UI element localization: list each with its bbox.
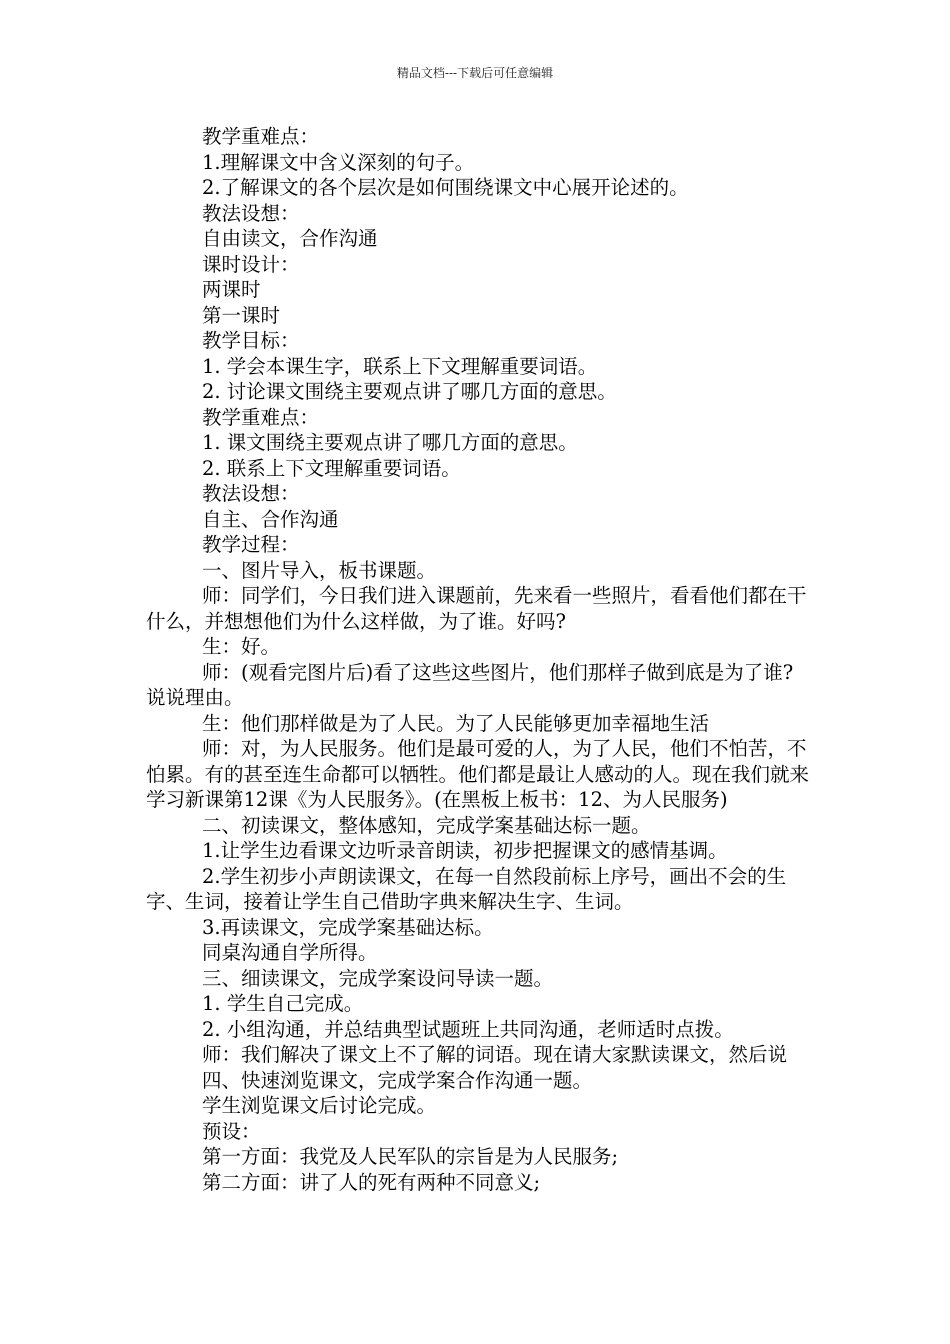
- paragraph: 自由读文，合作沟通: [202, 227, 378, 250]
- paragraph: 教学过程：: [202, 533, 300, 556]
- paragraph: 3.再读课文，完成学案基础达标。: [202, 915, 494, 939]
- paragraph: 1. 课文围绕主要观点讲了哪几方面的意思。: [202, 431, 578, 454]
- paragraph: 1. 学生自己完成。: [202, 992, 364, 1015]
- paragraph: 1.让学生边看课文边听录音朗读，初步把握课文的感情基调。: [202, 839, 728, 862]
- paragraph: 2. 小组沟通，并总结典型试题班上共同沟通，老师适时点拨。: [202, 1017, 734, 1041]
- paragraph: 第二方面：讲了人的死有两种不同意义;: [202, 1170, 541, 1194]
- paragraph: 同桌沟通自学所得。: [202, 941, 378, 964]
- paragraph: 师：对，为人民服务。他们是最可爱的人，为了人民，他们不怕苦，不怕累。有的甚至连生命都可以牺牲。他们都是最让人感动的人。现在我们就来学习新课第12课《为人民服务》。(在黑板上板书：12、为人民服务): [146, 737, 810, 811]
- paragraph: 1. 学会本课生字，联系上下文理解重要词语。: [202, 354, 598, 378]
- paragraph: 一、图片导入，板书课题。: [202, 558, 437, 582]
- paragraph: 师：我们解决了课文上不了解的词语。现在请大家默读课文，然后说: [202, 1043, 788, 1066]
- paragraph: 教学重难点：: [202, 125, 320, 148]
- paragraph: 学生浏览课文后讨论完成。: [202, 1094, 437, 1117]
- paragraph: 教法设想：: [202, 482, 300, 505]
- paragraph: 四、快速浏览课文，完成学案合作沟通一题。: [202, 1068, 593, 1092]
- paragraph: 生：他们那样做是为了人民。为了人民能够更加幸福地生活: [202, 711, 710, 735]
- paragraph: 2.了解课文的各个层次是如何围绕课文中心展开论述的。: [202, 176, 689, 199]
- document-body: [146, 124, 810, 1195]
- paragraph: 教学目标：: [202, 329, 300, 352]
- paragraph: 师：(观看完图片后)看了这些这些图片，他们那样子做到底是为了谁?说说理由。: [146, 660, 794, 709]
- paragraph: 两课时: [202, 278, 261, 301]
- paragraph: 教学重难点：: [202, 405, 320, 429]
- paragraph: 教法设想：: [202, 201, 300, 225]
- paragraph: 师：同学们，今日我们进入课题前，先来看一些照片，看看他们都在干什么，并想想他们为什么这样做，为了谁。好吗?: [146, 584, 807, 633]
- paragraph: 2.学生初步小声朗读课文，在每一自然段前标上序号，画出不会的生字、生词，接着让学生自己借助字典来解决生字、生词。: [146, 864, 787, 913]
- paragraph: 预设：: [202, 1119, 261, 1143]
- paragraph: 第一方面：我党及人民军队的宗旨是为人民服务;: [202, 1145, 619, 1168]
- paragraph: 第一课时: [202, 303, 281, 327]
- paragraph: 课时设计：: [202, 252, 300, 276]
- paragraph: 2. 联系上下文理解重要词语。: [202, 456, 461, 480]
- paragraph: 生：好。: [202, 635, 281, 658]
- paragraph: 1.理解课文中含义深刻的句子。: [202, 150, 475, 174]
- paragraph: 2. 讨论课文围绕主要观点讲了哪几方面的意思。: [202, 380, 617, 403]
- paragraph: 二、初读课文，整体感知，完成学案基础达标一题。: [202, 813, 651, 837]
- paragraph: 三、细读课文，完成学案设问导读一题。: [202, 966, 554, 990]
- paragraph: 自主、合作沟通: [202, 507, 339, 531]
- page-header: 精品文档---下载后可任意编辑: [396, 66, 554, 80]
